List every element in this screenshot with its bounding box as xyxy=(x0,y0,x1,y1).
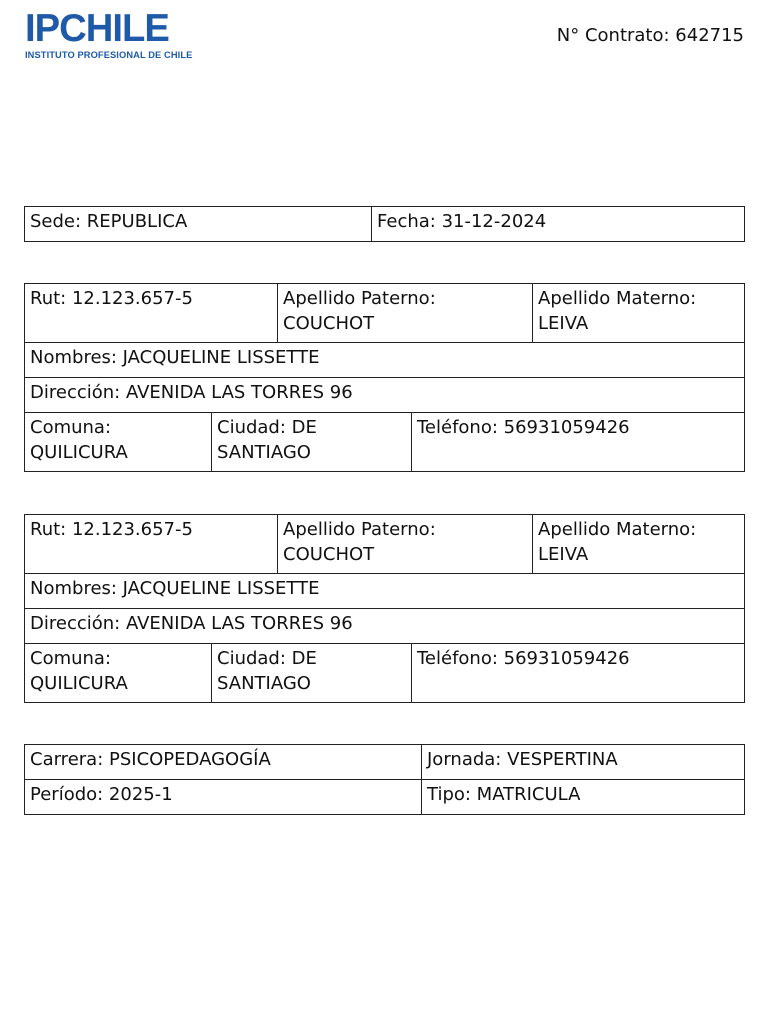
carrera-cell: Carrera: PSICOPEDAGOGÍA xyxy=(25,745,422,780)
telefono-cell: Teléfono: 56931059426 xyxy=(412,644,745,703)
comuna-cell: Comuna: QUILICURA xyxy=(25,413,212,472)
ciudad-cell: Ciudad: DE SANTIAGO xyxy=(212,413,412,472)
apellido-paterno-cell: Apellido Paterno: COUCHOT xyxy=(278,515,533,574)
logo-subtitle: INSTITUTO PROFESIONAL DE CHILE xyxy=(25,50,193,60)
tipo-cell: Tipo: MATRICULA xyxy=(422,780,745,815)
jornada-cell: Jornada: VESPERTINA xyxy=(422,745,745,780)
person-table-2 xyxy=(24,514,745,703)
ipchile-logo xyxy=(25,7,193,61)
person-table-1 xyxy=(24,283,745,472)
direccion-cell: Dirección: AVENIDA LAS TORRES 96 xyxy=(25,609,745,644)
direccion-cell: Dirección: AVENIDA LAS TORRES 96 xyxy=(25,378,745,413)
sede-cell: Sede: REPUBLICA xyxy=(25,207,372,242)
nombres-cell: Nombres: JACQUELINE LISSETTE xyxy=(25,343,745,378)
programa-table xyxy=(24,744,745,815)
rut-cell: Rut: 12.123.657-5 xyxy=(25,284,278,343)
apellido-paterno-cell: Apellido Paterno: COUCHOT xyxy=(278,284,533,343)
contract-number: N° Contrato: 642715 xyxy=(556,25,744,46)
apellido-materno-cell: Apellido Materno: LEIVA xyxy=(533,515,745,574)
telefono-cell: Teléfono: 56931059426 xyxy=(412,413,745,472)
comuna-cell: Comuna: QUILICURA xyxy=(25,644,212,703)
nombres-cell: Nombres: JACQUELINE LISSETTE xyxy=(25,574,745,609)
logo-text: IPCHILE xyxy=(25,7,169,50)
sede-table xyxy=(24,206,745,242)
apellido-materno-cell: Apellido Materno: LEIVA xyxy=(533,284,745,343)
fecha-cell: Fecha: 31-12-2024 xyxy=(372,207,745,242)
periodo-cell: Período: 2025-1 xyxy=(25,780,422,815)
ciudad-cell: Ciudad: DE SANTIAGO xyxy=(212,644,412,703)
rut-cell: Rut: 12.123.657-5 xyxy=(25,515,278,574)
